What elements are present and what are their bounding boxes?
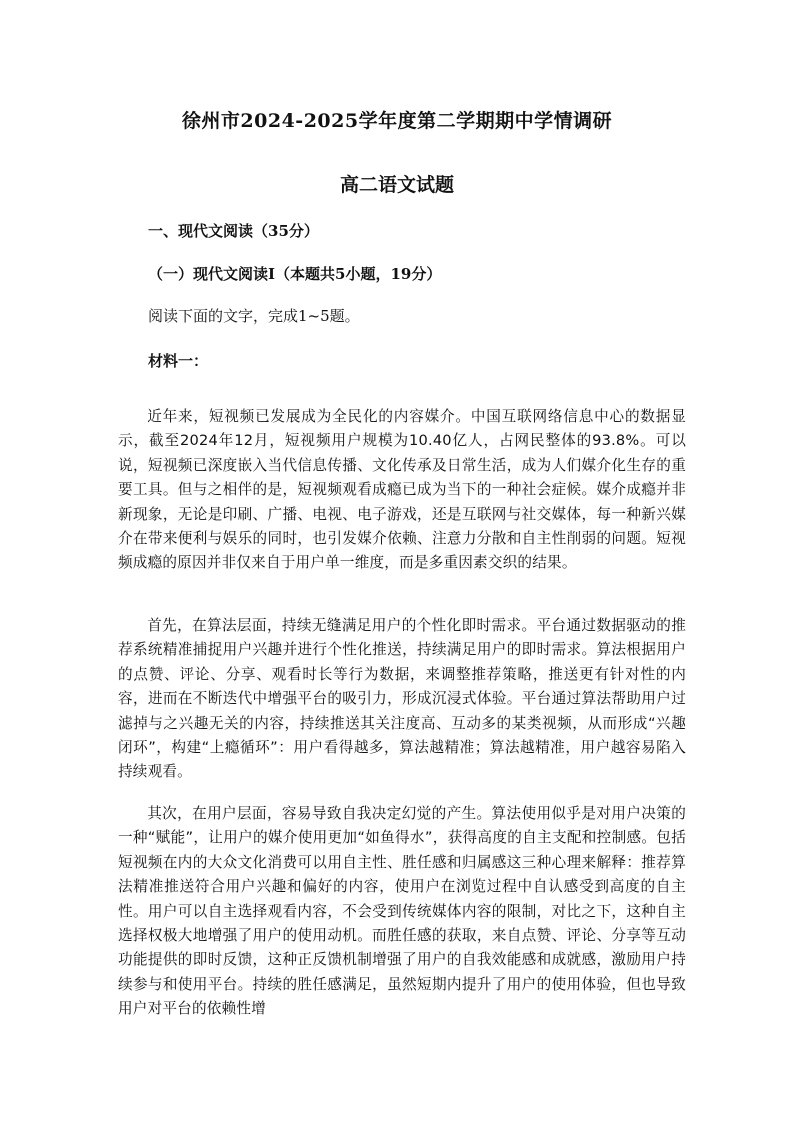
section-heading: 一、现代文阅读（35分） [148, 222, 319, 240]
material-label: 材料一： [148, 352, 209, 370]
reading-instruction: 阅读下面的文字，完成1~5题。 [148, 307, 360, 325]
paragraph: 首先，在算法层面，持续无缝满足用户的个性化即时需求。平台通过数据驱动的推荐系统精准捕捉用户兴趣并进行个性化推送，持续满足用户的即时需求。算法根据用户的点赞、评论、分享、观看时长等行为数据，来调整推荐策略，推送更有针对性的内容，进而在不断迭代中增强平台的吸引力，形成沉浸式体验。平台通过算法帮助用户过滤掉与之兴趣无关的内容，持续推送其关注度高、互动多的某类视频，从而形成“兴趣闭环”，构建“上瘾循环”：用户看得越多，算法越精准；算法越精准，用户越容易陷入持续观看。 [118, 617, 686, 781]
paragraph: 近年来，短视频已发展成为全民化的内容媒介。中国互联网络信息中心的数据显示，截至2024年12月，短视频用户规模为10.40亿人，占网民整体的93.8%。可以说，短视频已深度嵌入当代信息传播、文化传承及日常生活，成为人们媒介化生存的重要工具。但与之相伴的是，短视频观看成瘾已成为当下的一种社会症候。媒介成瘾并非新现象，无论是印刷、广播、电视、电子游戏，还是互联网与社交媒体，每一种新兴媒介在带来便利与娱乐的同时，也引发媒介依赖、注意力分散和自主性削弱的问题。短视频成瘾的原因并非仅来自于用户单一维度，而是多重因素交织的结果。 [118, 408, 686, 572]
document-title: 徐州市2024-2025学年度第二学期期中学情调研 [181, 110, 613, 132]
subsection-heading: （一）现代文阅读Ⅰ（本题共5小题，19分） [148, 265, 442, 283]
paragraph: 其次，在用户层面，容易导致自我决定幻觉的产生。算法使用似乎是对用户决策的一种“赋能”，让用户的媒介使用更加“如鱼得水”，获得高度的自主支配和控制感。包括短视频在内的大众文化消费可以用自主性、胜任感和归属感这三种心理来解释：推荐算法精准推送符合用户兴趣和偏好的内容，使用户在浏览过程中自认感受到高度的自主性。用户可以自主选择观看内容，不会受到传统媒体内容的限制，对比之下，这种自主选择权极大地增强了用户的使用动机。而胜任感的获取，来自点赞、评论、分享等互动功能提供的即时反馈，这种正反馈机制增强了用户的自我效能感和成就感，激励用户持续参与和使用平台。持续的胜任感满足，虽然短期内提升了用户的使用体验，但也导致用户对平台的依赖性增 [118, 805, 686, 1018]
document-subtitle: 高二语文试题 [339, 174, 454, 196]
